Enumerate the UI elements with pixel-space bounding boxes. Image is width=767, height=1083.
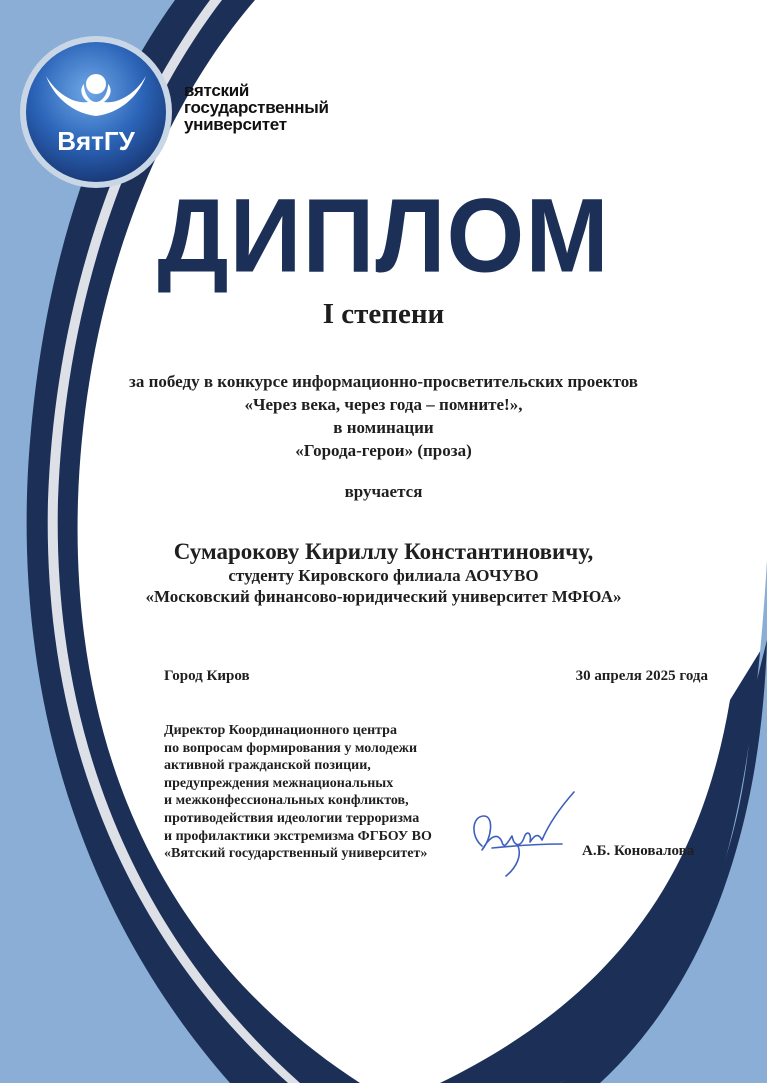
university-name-line: государственный — [184, 98, 329, 117]
signer-position-line: Директор Координационного центра — [164, 723, 397, 738]
award-reason — [0, 370, 767, 462]
awarded-label: вручается — [344, 482, 423, 501]
signer-position-line: предупреждения межнациональных — [164, 775, 394, 791]
award-reason-line: в номинации — [333, 418, 434, 437]
university-name — [184, 82, 329, 133]
diploma-title: ДИПЛОМ — [157, 177, 610, 295]
signer-position-line: и межконфессиональных конфликтов, — [164, 793, 409, 809]
university-name-line: вятский — [184, 81, 250, 100]
recipient-detail: студенту Кировского филиала АОЧУВО — [228, 566, 539, 585]
award-reason-line: за победу в конкурсе информационно-просветительских проектов — [129, 372, 638, 391]
university-name-line: университет — [184, 115, 287, 134]
signer-position-line: «Вятский государственный университет» — [164, 846, 428, 862]
issue-date: 30 апреля 2025 года — [575, 668, 708, 684]
recipient-detail: «Московский финансово-юридический университет МФЮА» — [145, 587, 622, 606]
diploma-degree: I степени — [322, 298, 445, 330]
handwritten-signature — [462, 786, 590, 882]
award-reason-line: «Города-герои» (проза) — [295, 441, 472, 460]
signer-position-line: и профилактики экстремизма ФГБОУ ВО — [164, 828, 432, 844]
issue-city: Город Киров — [164, 668, 250, 684]
university-logo — [16, 32, 176, 190]
logo-text: ВятГУ — [57, 126, 135, 156]
signer-position-line: противодействия идеологии терроризма — [164, 810, 420, 826]
signer-position-line: активной гражданской позиции, — [164, 758, 371, 774]
signer-name: А.Б. Коновалова — [582, 843, 695, 859]
signer-position — [164, 722, 432, 863]
recipient — [0, 538, 767, 607]
recipient-name: Сумарокову Кириллу Константиновичу, — [173, 539, 594, 564]
award-reason-line: «Через века, через года – помните!», — [244, 395, 523, 414]
signer-position-line: по вопросам формирования у молодежи — [164, 740, 418, 756]
